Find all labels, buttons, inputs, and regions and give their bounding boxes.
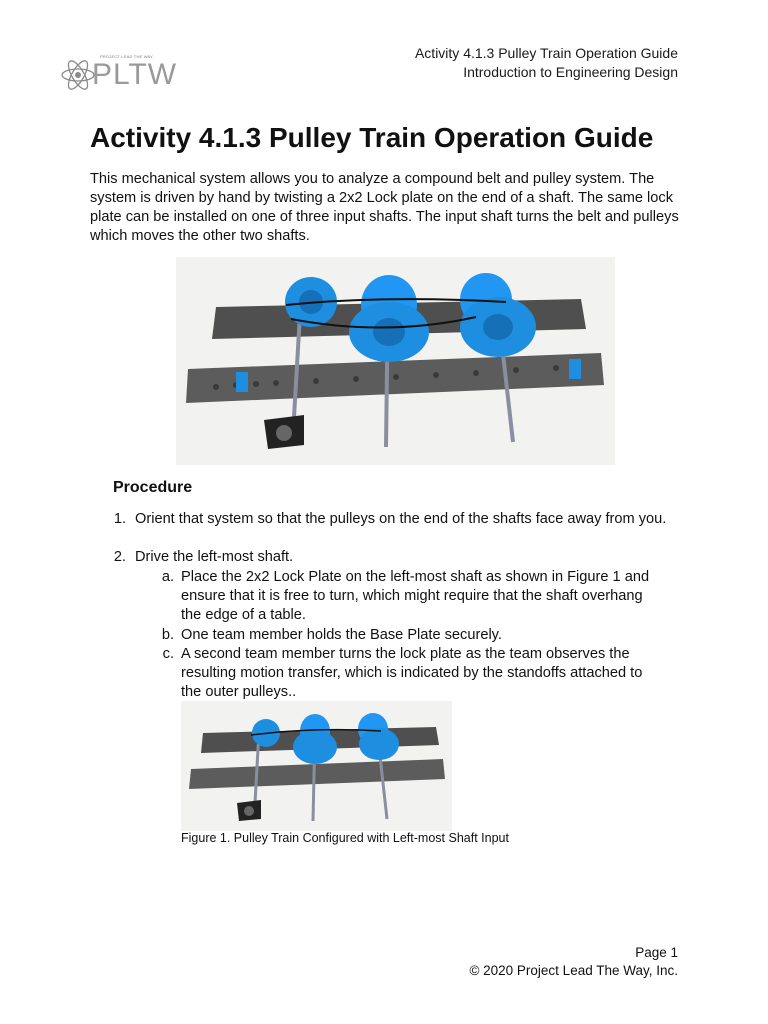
procedure-step-2: 2. Drive the left-most shaft.: [113, 549, 294, 565]
document-header: [415, 44, 678, 82]
logo-wordmark: PLTW: [92, 58, 178, 91]
logo-tagline: PROJECT LEAD THE WAY: [100, 54, 153, 59]
procedure-substep-a: a. Place the 2x2 Lock Plate on the left-most shaft as shown in Figure 1 and ensure that it is free to turn, which might require that the shaft overhang the edge of a table.: [161, 569, 650, 623]
header-activity-title: Activity 4.1.3 Pulley Train Operation Guide: [414, 45, 678, 61]
page-footer: [469, 944, 678, 980]
procedure-step-1: 1. Orient that system so that the pulleys on the end of the shafts face away from you.: [113, 511, 667, 527]
figure-1-photo: [181, 701, 452, 831]
page-number: Page 1: [635, 945, 678, 960]
procedure-substep-c: c. A second team member turns the lock plate as the team observes the resulting motion transfer, which is indicated by the standoffs attached to the outer pulleys..: [162, 646, 643, 700]
copyright-notice: © 2020 Project Lead The Way, Inc.: [469, 963, 678, 978]
header-course-name: Introduction to Engineering Design: [463, 64, 678, 80]
intro-paragraph: This mechanical system allows you to analyze a compound belt and pulley system. The system is driven by hand by twisting a 2x2 Lock plate on the end of a shaft. The same lock plate can be installed on one of three input shafts. The input shaft turns the belt and pulleys which moves the other two shafts.: [90, 171, 679, 244]
procedure-substep-b: b. One team member holds the Base Plate securely.: [161, 627, 502, 643]
procedure-heading: Procedure: [113, 479, 193, 496]
pltw-logo: [60, 52, 182, 98]
pulley-system-photo: [176, 257, 615, 465]
figure-1-caption: Figure 1. Pulley Train Configured with Left-most Shaft Input: [181, 831, 509, 845]
page-title: Activity 4.1.3 Pulley Train Operation Guide: [90, 122, 654, 153]
